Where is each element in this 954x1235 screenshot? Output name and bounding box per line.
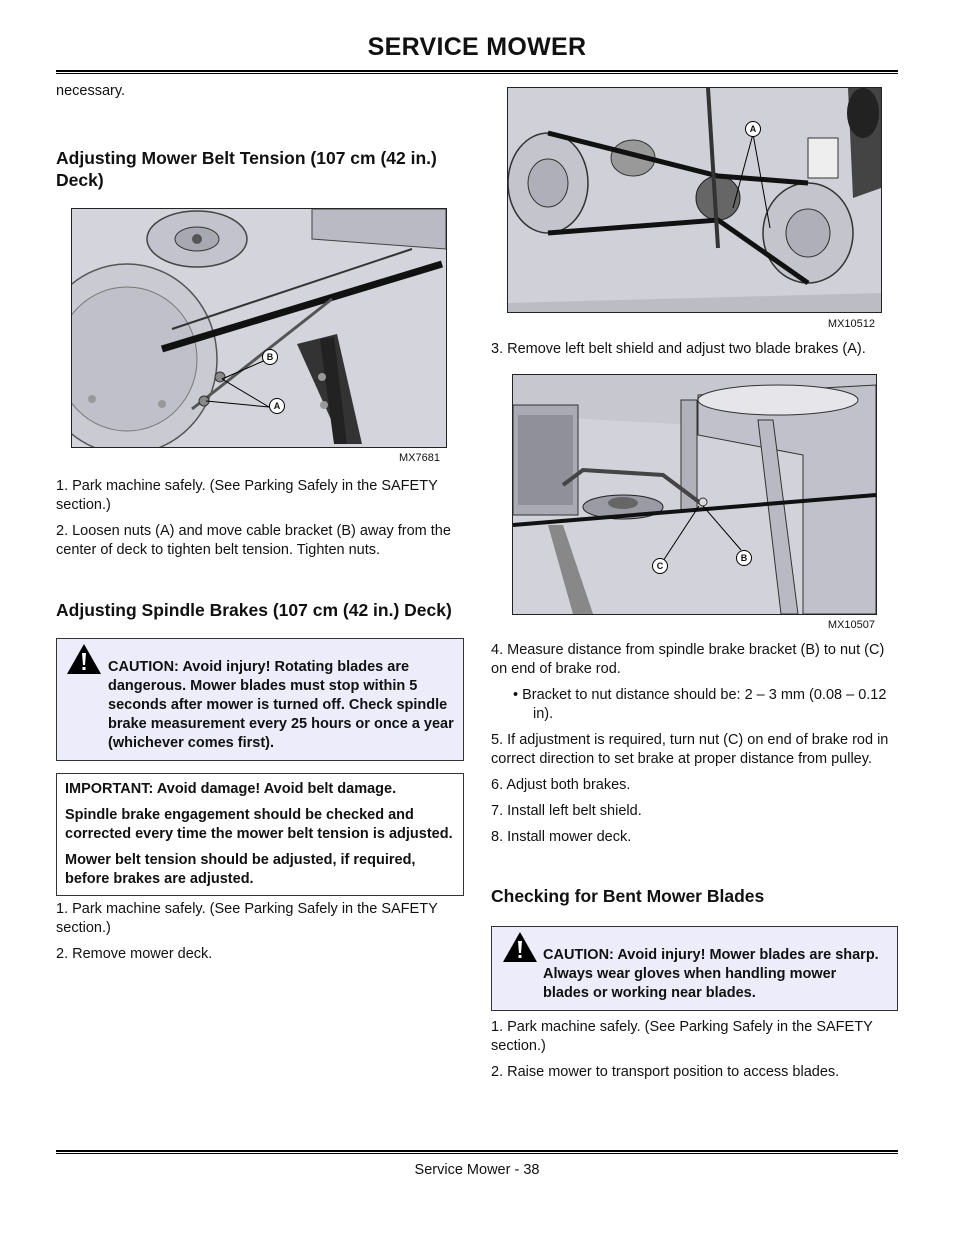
footer-divider xyxy=(56,1150,898,1154)
warning-triangle-icon xyxy=(502,931,538,963)
step-text: 1. Park machine safely. (See Parking Safely in the SAFETY section.) xyxy=(56,478,438,513)
figure-belt-tension xyxy=(71,208,447,448)
step-text: 6. Adjust both brakes. xyxy=(491,777,631,793)
caution-box xyxy=(56,638,464,761)
callout-b: B xyxy=(262,349,278,365)
step-text: 2. Raise mower to transport position to access blades. xyxy=(491,1064,840,1080)
step-text: 7. Install left belt shield. xyxy=(491,803,642,819)
important-box xyxy=(56,773,464,896)
step-text: 1. Park machine safely. (See Parking Safely in the SAFETY section.) xyxy=(491,1019,873,1054)
brake-measurement-illustration xyxy=(513,375,876,614)
important-text: Spindle brake engagement should be checked and corrected every time the mower belt tension is adjusted. xyxy=(65,807,453,842)
step-text: 3. Remove left belt shield and adjust two blade brakes (A). xyxy=(491,341,866,357)
bullet-text: • Bracket to nut distance should be: 2 – 3 mm (0.08 – 0.12 in). xyxy=(513,687,887,722)
figure-id: MX10507 xyxy=(827,619,875,631)
section-heading-spindle-brakes: Adjusting Spindle Brakes (107 cm (42 in.) Deck) xyxy=(56,600,452,620)
figure-brake-measurement xyxy=(512,374,877,615)
step-text: 2. Remove mower deck. xyxy=(56,946,213,962)
callout-c: C xyxy=(652,558,668,574)
belt-tension-illustration xyxy=(72,209,446,447)
caution-text: CAUTION: Avoid injury! Mower blades are sharp. Always wear gloves when handling mower blades or working near blades. xyxy=(543,947,879,1001)
important-text: Mower belt tension should be adjusted, if required, before brakes are adjusted. xyxy=(65,852,416,887)
step-text: 1. Park machine safely. (See Parking Safely in the SAFETY section.) xyxy=(56,901,438,936)
section-heading-belt-tension: Adjusting Mower Belt Tension (107 cm (42 in.) Deck) xyxy=(56,148,437,190)
right-column xyxy=(491,87,898,1082)
step-text: 2. Loosen nuts (A) and move cable bracket (B) away from the center of deck to tighten belt tension. Tighten nuts. xyxy=(56,523,451,558)
important-text: IMPORTANT: Avoid damage! Avoid belt damage. xyxy=(65,781,397,797)
section-heading-bent-blades: Checking for Bent Mower Blades xyxy=(491,886,765,906)
caution-box xyxy=(491,926,898,1011)
callout-a: A xyxy=(269,398,285,414)
warning-triangle-icon xyxy=(66,643,102,675)
step-text: 4. Measure distance from spindle brake bracket (B) to nut (C) on end of brake rod. xyxy=(491,642,885,677)
intro-text: necessary. xyxy=(56,83,126,99)
blade-brakes-illustration xyxy=(508,88,881,312)
step-text: 5. If adjustment is required, turn nut (C) on end of brake rod in correct direction to set brake at proper distance from pulley. xyxy=(491,732,889,767)
step-text: 8. Install mower deck. xyxy=(491,829,632,845)
figure-id: MX10512 xyxy=(827,318,875,330)
page-title: SERVICE MOWER xyxy=(367,33,587,61)
callout-b: B xyxy=(736,550,752,566)
left-column xyxy=(56,82,464,964)
caution-text: CAUTION: Avoid injury! Rotating blades are dangerous. Mower blades must stop within 5 seconds after mower is turned off. Check spindle brake measurement every 25 hours or once a year (whichever comes first). xyxy=(108,659,454,751)
figure-blade-brakes xyxy=(507,87,882,313)
page-footer: Service Mower - 38 xyxy=(414,1162,540,1178)
callout-a: A xyxy=(745,121,761,137)
header-divider xyxy=(56,70,898,74)
figure-id: MX7681 xyxy=(399,452,440,464)
